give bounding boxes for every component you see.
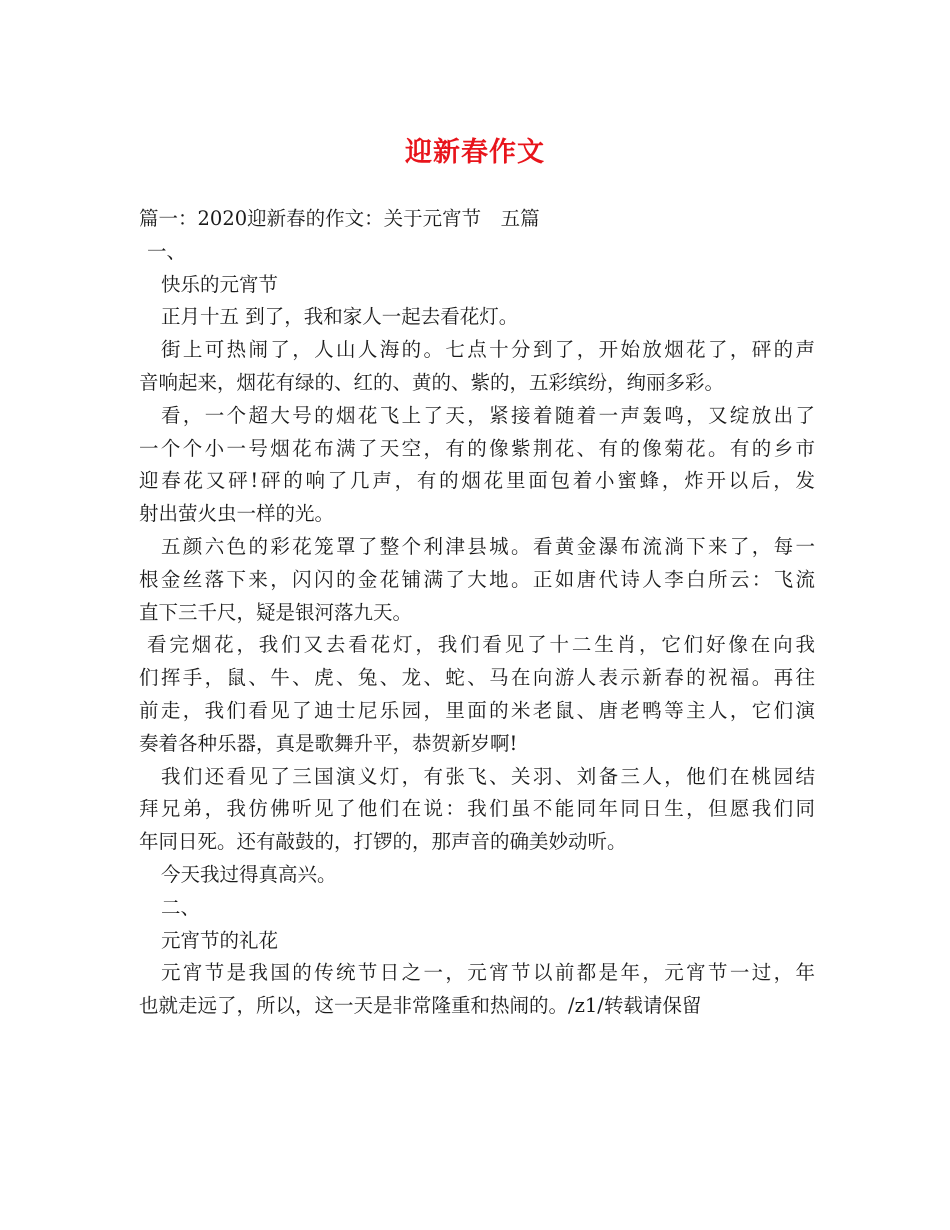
paragraph-line: 迎春花又砰!砰的响了几声，有的烟花里面包着小蜜蜂，炸开以后，发 [139, 469, 815, 493]
paragraph-line: 我们还看见了三国演义灯，有张飞、关羽、刘备三人，他们在桃园结 [161, 764, 815, 788]
section-heading: 篇一：2020迎新春的作文：关于元宵节 五篇 [139, 207, 540, 230]
paragraph-line: 五颜六色的彩花笼罩了整个利津县城。看黄金瀑布流淌下来了，每一 [161, 534, 815, 558]
paragraph-line: 直下三千尺，疑是银河落九天。 [139, 600, 413, 624]
paragraph-line: 看，一个超大号的烟花飞上了天，紧接着随着一声轰鸣，又绽放出了 [161, 403, 815, 427]
document-title: 迎新春作文 [405, 137, 545, 168]
essay-title: 快乐的元宵节 [161, 272, 279, 296]
paragraph-line: 街上可热闹了，人山人海的。七点十分到了，开始放烟花了，砰的声 [161, 338, 815, 362]
paragraph-line: 音响起来，烟花有绿的、红的、黄的、紫的，五彩缤纷，绚丽多彩。 [139, 370, 725, 394]
paragraph-line: 们挥手，鼠、牛、虎、兔、龙、蛇、马在向游人表示新春的祝福。再往 [139, 666, 815, 690]
document-body [139, 203, 815, 1023]
paragraph-line: 看完烟花，我们又去看花灯，我们看见了十二生肖，它们好像在向我 [147, 633, 815, 657]
paragraph-line: 正月十五 到了，我和家人一起去看花灯。 [161, 305, 519, 329]
paragraph-line: 奏着各种乐器，真是歌舞升平，恭贺新岁啊! [139, 731, 518, 755]
paragraph-line: 年同日死。还有敲鼓的，打锣的，那声音的确美妙动听。 [139, 830, 627, 854]
paragraph-line: 根金丝落下来，闪闪的金花铺满了大地。正如唐代诗人李白所云：飞流 [139, 567, 815, 591]
paragraph-line: 今天我过得真高兴。 [161, 862, 337, 886]
part-number: 二、 [161, 895, 201, 919]
paragraph-line: 元宵节是我国的传统节日之一，元宵节以前都是年，元宵节一过，年 [161, 961, 815, 985]
paragraph-line: 一个个小一号烟花布满了天空，有的像紫荆花、有的像菊花。有的乡市 [139, 436, 815, 460]
paragraph-line: 前走，我们看见了迪士尼乐园，里面的米老鼠、唐老鸭等主人，它们演 [139, 698, 815, 722]
paragraph-line: 拜兄弟，我仿佛听见了他们在说：我们虽不能同年同日生，但愿我们同 [139, 797, 815, 821]
essay-title: 元宵节的礼花 [161, 928, 279, 952]
paragraph-line: 也就走远了，所以，这一天是非常隆重和热闹的。/z1/转载请保留 [139, 994, 702, 1018]
paragraph-line: 射出萤火虫一样的光。 [139, 502, 335, 526]
part-number: 一、 [147, 239, 187, 263]
